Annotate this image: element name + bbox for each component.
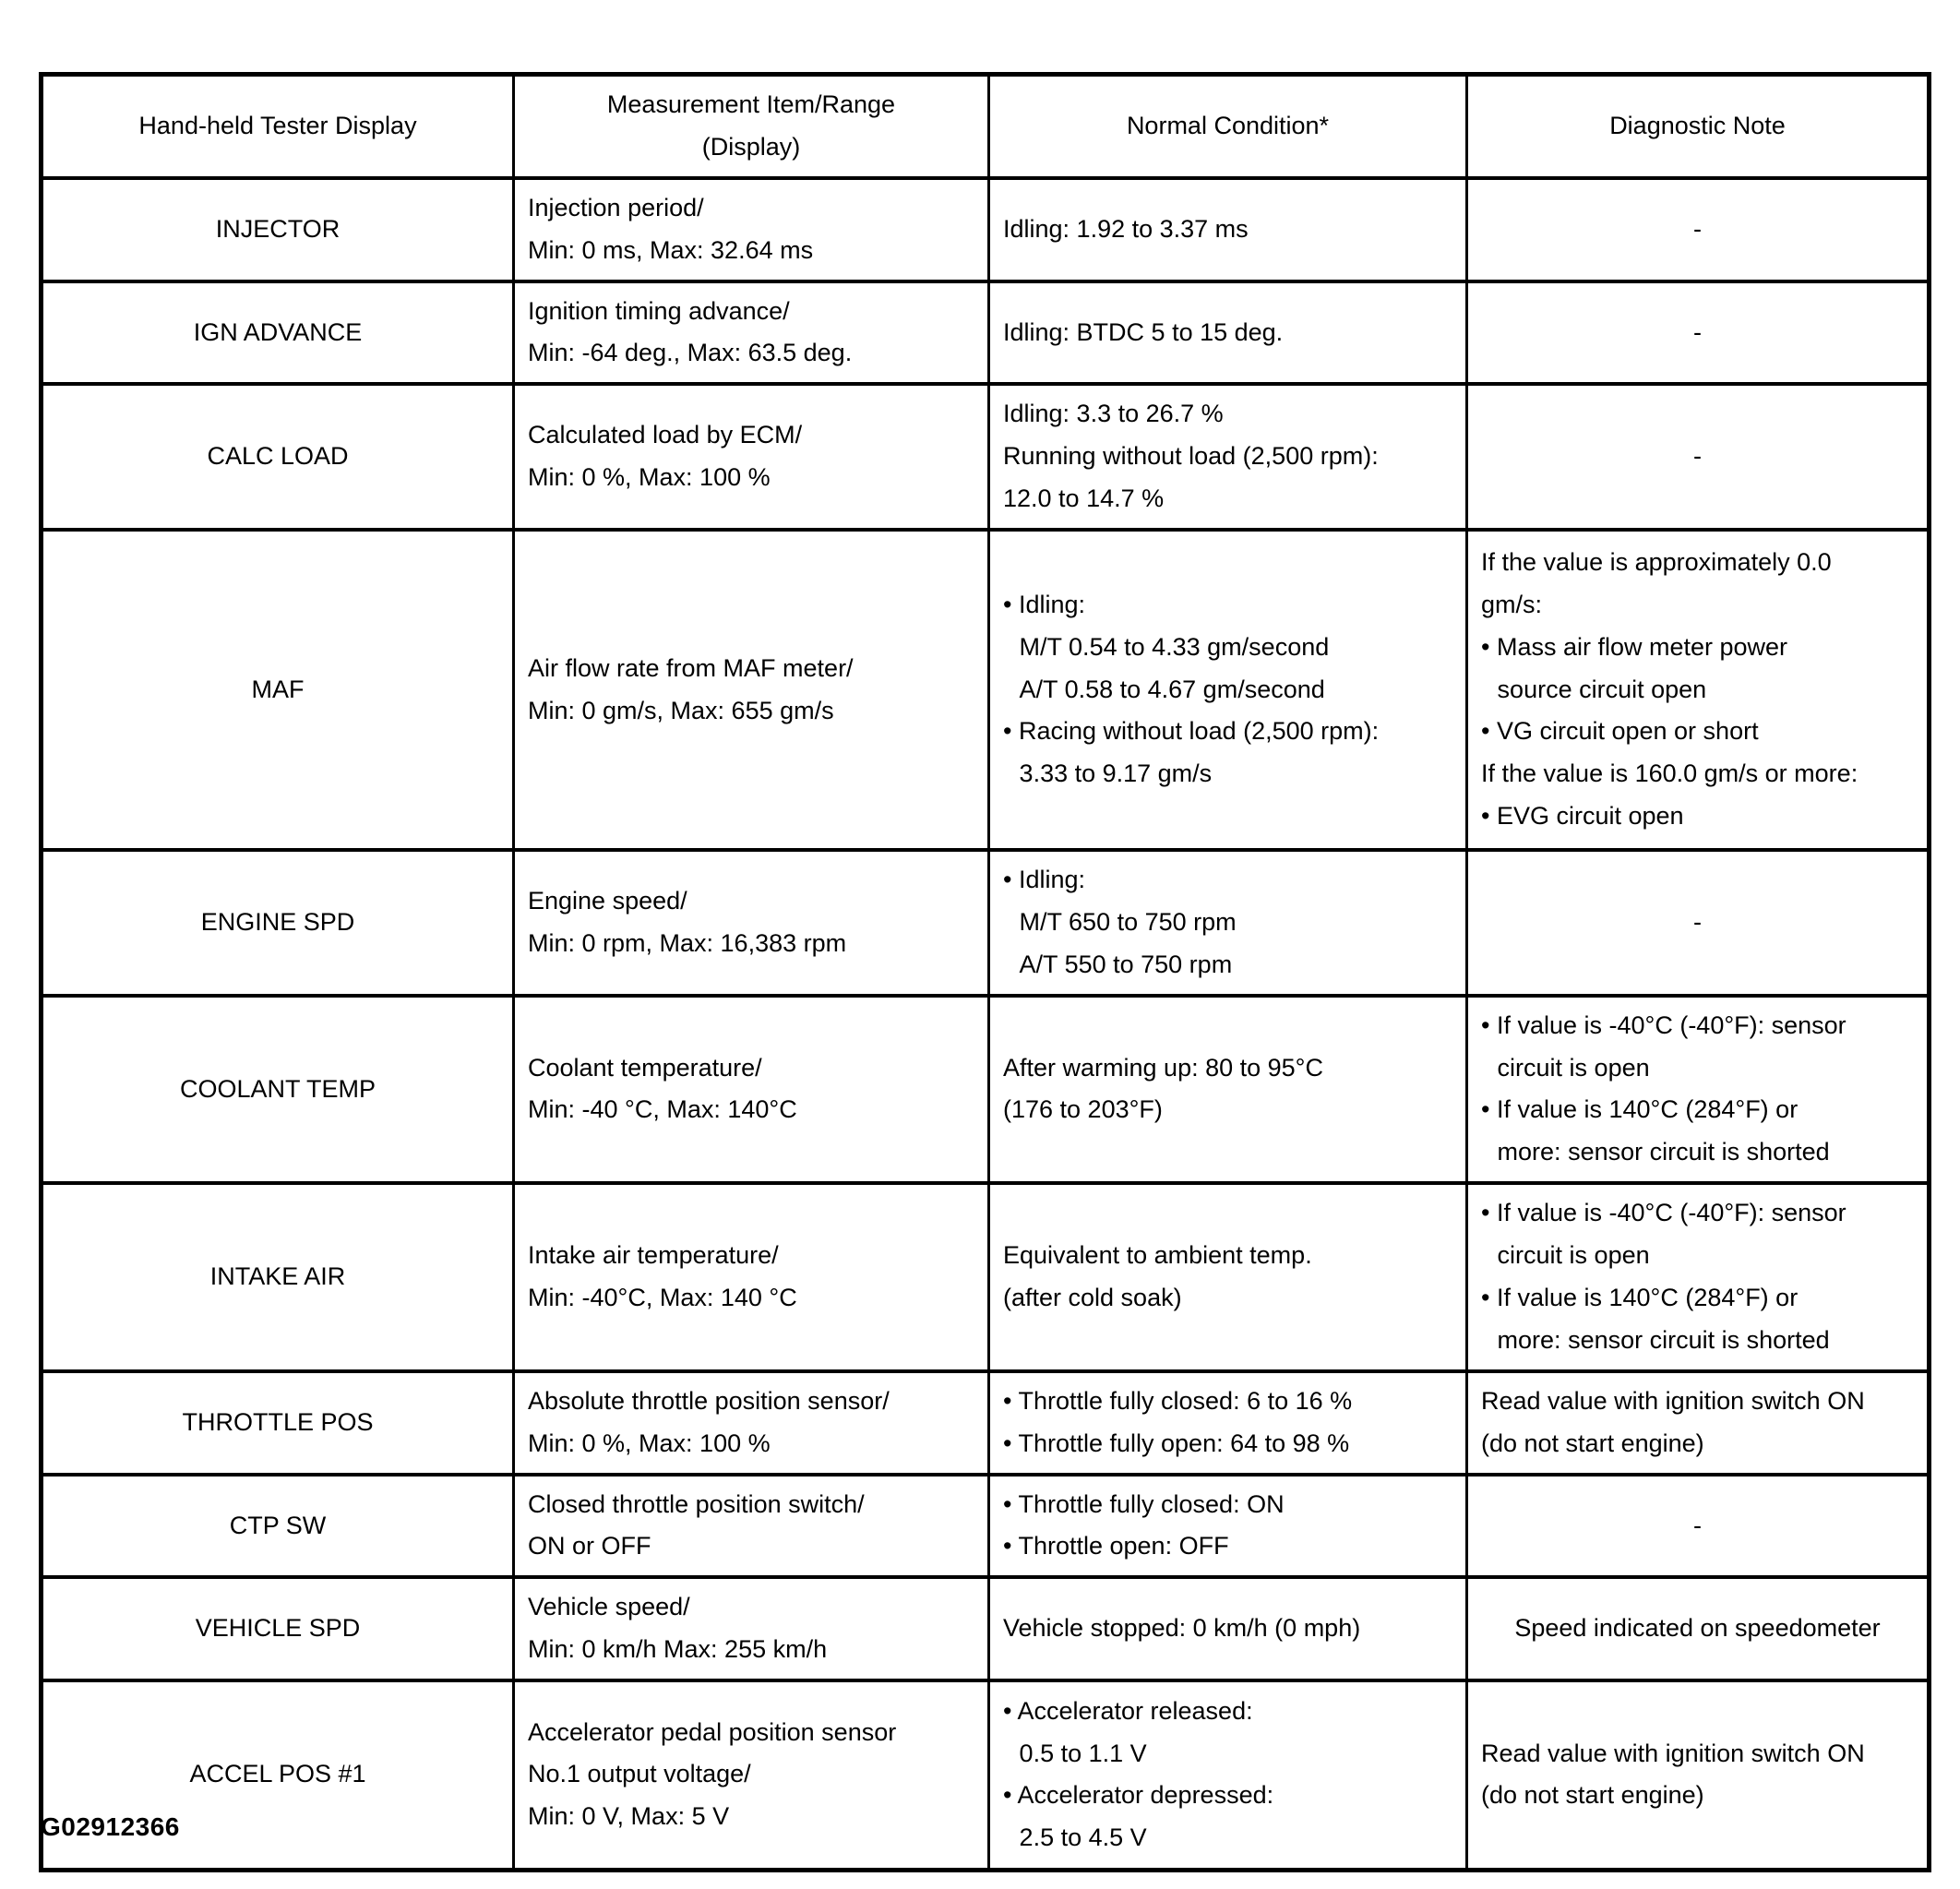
table-row xyxy=(42,850,1930,996)
cell-line: • If value is -40°C (-40°F): sensor xyxy=(1481,1010,1846,1039)
cell-measurement xyxy=(514,281,989,385)
cell-line: • Idling: xyxy=(1003,866,1086,894)
cell-display: CALC LOAD xyxy=(42,384,514,530)
cell-line: Idling: 3.3 to 26.7 % xyxy=(1003,400,1224,428)
cell-line: ON or OFF xyxy=(528,1532,651,1560)
cell-line: • Throttle fully closed: ON xyxy=(1003,1489,1285,1518)
cell-line: Min: 0 ms, Max: 32.64 ms xyxy=(528,235,814,264)
cell-line: (Display) xyxy=(701,132,801,161)
cell-display: INJECTOR xyxy=(42,178,514,281)
cell-display: COOLANT TEMP xyxy=(42,996,514,1184)
cell-line: gm/s: xyxy=(1481,590,1543,618)
table-header-row xyxy=(42,75,1930,178)
cell-line: Read value with ignition switch ON xyxy=(1481,1739,1865,1767)
cell-line: • Throttle open: OFF xyxy=(1003,1532,1229,1560)
cell-normal-condition xyxy=(989,1577,1467,1680)
cell-line: After warming up: 80 to 95°C xyxy=(1003,1053,1323,1082)
cell-normal-condition xyxy=(989,178,1467,281)
cell-line: Speed indicated on speedometer xyxy=(1514,1614,1881,1643)
cell-line: - xyxy=(1693,1511,1702,1539)
cell-line: Absolute throttle position sensor/ xyxy=(528,1386,890,1415)
cell-measurement xyxy=(514,1577,989,1680)
table-row xyxy=(42,384,1930,530)
cell-line: • Throttle fully open: 64 to 98 % xyxy=(1003,1429,1350,1457)
cell-display: IGN ADVANCE xyxy=(42,281,514,385)
cell-diagnostic-note xyxy=(1467,530,1930,850)
cell-line: If the value is approximately 0.0 xyxy=(1481,547,1832,576)
table-row xyxy=(42,281,1930,385)
cell-line: 3.33 to 9.17 gm/s xyxy=(1019,759,1213,788)
table-row xyxy=(42,1577,1930,1680)
cell-line: Air flow rate from MAF meter/ xyxy=(528,653,854,682)
cell-line: Min: 0 %, Max: 100 % xyxy=(528,1429,771,1457)
cell-diagnostic-note xyxy=(1467,281,1930,385)
cell-normal-condition xyxy=(989,530,1467,850)
cell-diagnostic-note xyxy=(1467,1183,1930,1371)
table-row xyxy=(42,178,1930,281)
table-row xyxy=(42,1475,1930,1578)
cell-line: No.1 output voltage/ xyxy=(528,1760,751,1788)
cell-line: Idling: BTDC 5 to 15 deg. xyxy=(1003,317,1284,346)
cell-display: MAF xyxy=(42,530,514,850)
cell-diagnostic-note xyxy=(1467,1577,1930,1680)
cell-diagnostic-note xyxy=(1467,996,1930,1184)
cell-diagnostic-note xyxy=(1467,178,1930,281)
cell-line: • Accelerator released: xyxy=(1003,1696,1253,1725)
cell-measurement xyxy=(514,996,989,1184)
cell-line: circuit is open xyxy=(1497,1053,1650,1082)
cell-line: Running without load (2,500 rpm): xyxy=(1003,442,1379,471)
cell-normal-condition xyxy=(989,281,1467,385)
cell-normal-condition xyxy=(989,1680,1467,1870)
cell-line: M/T 650 to 750 rpm xyxy=(1019,907,1237,936)
table-row xyxy=(42,996,1930,1184)
cell-line: - xyxy=(1693,214,1702,243)
cell-line: • If value is -40°C (-40°F): sensor xyxy=(1481,1199,1846,1227)
cell-line: - xyxy=(1693,317,1702,346)
cell-diagnostic-note xyxy=(1467,1475,1930,1578)
table-row xyxy=(42,1680,1930,1870)
cell-line: 2.5 to 4.5 V xyxy=(1019,1823,1147,1852)
cell-line: Measurement Item/Range xyxy=(606,90,896,118)
cell-line: - xyxy=(1693,907,1702,936)
cell-measurement xyxy=(514,178,989,281)
cell-line: A/T 0.58 to 4.67 gm/second xyxy=(1019,675,1325,703)
cell-line: Min: 0 rpm, Max: 16,383 rpm xyxy=(528,928,847,957)
cell-normal-condition xyxy=(989,1183,1467,1371)
cell-line: Injection period/ xyxy=(528,193,704,221)
table-row xyxy=(42,1183,1930,1371)
cell-line: Min: -40°C, Max: 140 °C xyxy=(528,1284,797,1312)
cell-line: • Accelerator depressed: xyxy=(1003,1781,1274,1810)
table-row xyxy=(42,530,1930,850)
cell-line: Read value with ignition switch ON xyxy=(1481,1386,1865,1415)
cell-line: • VG circuit open or short xyxy=(1481,717,1759,746)
cell-line: - xyxy=(1693,442,1702,471)
cell-line: Min: 0 V, Max: 5 V xyxy=(528,1802,730,1831)
cell-measurement xyxy=(514,850,989,996)
cell-line: (do not start engine) xyxy=(1481,1429,1704,1457)
cell-line: Min: 0 gm/s, Max: 655 gm/s xyxy=(528,696,834,724)
cell-measurement xyxy=(514,1475,989,1578)
cell-line: 0.5 to 1.1 V xyxy=(1019,1739,1147,1767)
cell-measurement xyxy=(514,1680,989,1870)
column-header-display: Hand-held Tester Display xyxy=(42,75,514,178)
cell-normal-condition xyxy=(989,850,1467,996)
cell-line: Engine speed/ xyxy=(528,886,687,915)
cell-line: (176 to 203°F) xyxy=(1003,1095,1163,1124)
cell-normal-condition xyxy=(989,384,1467,530)
cell-line: • Mass air flow meter power xyxy=(1481,632,1788,661)
cell-line: (after cold soak) xyxy=(1003,1284,1182,1312)
cell-line: Vehicle speed/ xyxy=(528,1593,690,1621)
cell-line: source circuit open xyxy=(1497,675,1707,703)
cell-line: Min: 0 km/h Max: 255 km/h xyxy=(528,1635,828,1664)
cell-line: If the value is 160.0 gm/s or more: xyxy=(1481,759,1858,788)
cell-line: Intake air temperature/ xyxy=(528,1241,779,1270)
column-header-diagnostic-note: Diagnostic Note xyxy=(1467,75,1930,178)
cell-line: Idling: 1.92 to 3.37 ms xyxy=(1003,214,1249,243)
cell-line: Accelerator pedal position sensor xyxy=(528,1717,897,1746)
cell-line: Closed throttle position switch/ xyxy=(528,1489,865,1518)
table-row xyxy=(42,1371,1930,1475)
cell-display: ACCEL POS #1 xyxy=(42,1680,514,1870)
cell-line: Min: -40 °C, Max: 140°C xyxy=(528,1095,797,1124)
cell-normal-condition xyxy=(989,996,1467,1184)
cell-measurement xyxy=(514,530,989,850)
cell-line: more: sensor circuit is shorted xyxy=(1497,1325,1830,1354)
cell-line: Vehicle stopped: 0 km/h (0 mph) xyxy=(1003,1614,1361,1643)
cell-display: THROTTLE POS xyxy=(42,1371,514,1475)
cell-line: 12.0 to 14.7 % xyxy=(1003,484,1165,513)
cell-normal-condition xyxy=(989,1475,1467,1578)
tester-data-table xyxy=(39,72,1931,1872)
cell-diagnostic-note xyxy=(1467,384,1930,530)
cell-line: • If value is 140°C (284°F) or xyxy=(1481,1095,1799,1124)
cell-line: Min: -64 deg., Max: 63.5 deg. xyxy=(528,339,853,367)
cell-line: • Throttle fully closed: 6 to 16 % xyxy=(1003,1386,1353,1415)
cell-measurement xyxy=(514,1371,989,1475)
cell-line: Equivalent to ambient temp. xyxy=(1003,1241,1312,1270)
cell-display: VEHICLE SPD xyxy=(42,1577,514,1680)
cell-line: • Racing without load (2,500 rpm): xyxy=(1003,717,1380,746)
figure-id: G02912366 xyxy=(41,1812,180,1841)
cell-line: Calculated load by ECM/ xyxy=(528,421,803,449)
cell-diagnostic-note xyxy=(1467,1371,1930,1475)
cell-line: • Idling: xyxy=(1003,590,1086,618)
cell-diagnostic-note xyxy=(1467,850,1930,996)
cell-line: • EVG circuit open xyxy=(1481,802,1684,831)
cell-line: (do not start engine) xyxy=(1481,1781,1704,1810)
cell-line: Min: 0 %, Max: 100 % xyxy=(528,463,771,492)
cell-line: Ignition timing advance/ xyxy=(528,296,790,325)
cell-line: M/T 0.54 to 4.33 gm/second xyxy=(1019,632,1330,661)
cell-line: A/T 550 to 750 rpm xyxy=(1019,950,1233,978)
cell-line: Coolant temperature/ xyxy=(528,1053,762,1082)
cell-display: ENGINE SPD xyxy=(42,850,514,996)
cell-normal-condition xyxy=(989,1371,1467,1475)
cell-display: CTP SW xyxy=(42,1475,514,1578)
column-header-measurement xyxy=(514,75,989,178)
cell-line: circuit is open xyxy=(1497,1241,1650,1270)
cell-line: • If value is 140°C (284°F) or xyxy=(1481,1284,1799,1312)
cell-display: INTAKE AIR xyxy=(42,1183,514,1371)
cell-line: more: sensor circuit is shorted xyxy=(1497,1138,1830,1166)
cell-diagnostic-note xyxy=(1467,1680,1930,1870)
cell-measurement xyxy=(514,384,989,530)
cell-measurement xyxy=(514,1183,989,1371)
column-header-normal-condition: Normal Condition* xyxy=(989,75,1467,178)
